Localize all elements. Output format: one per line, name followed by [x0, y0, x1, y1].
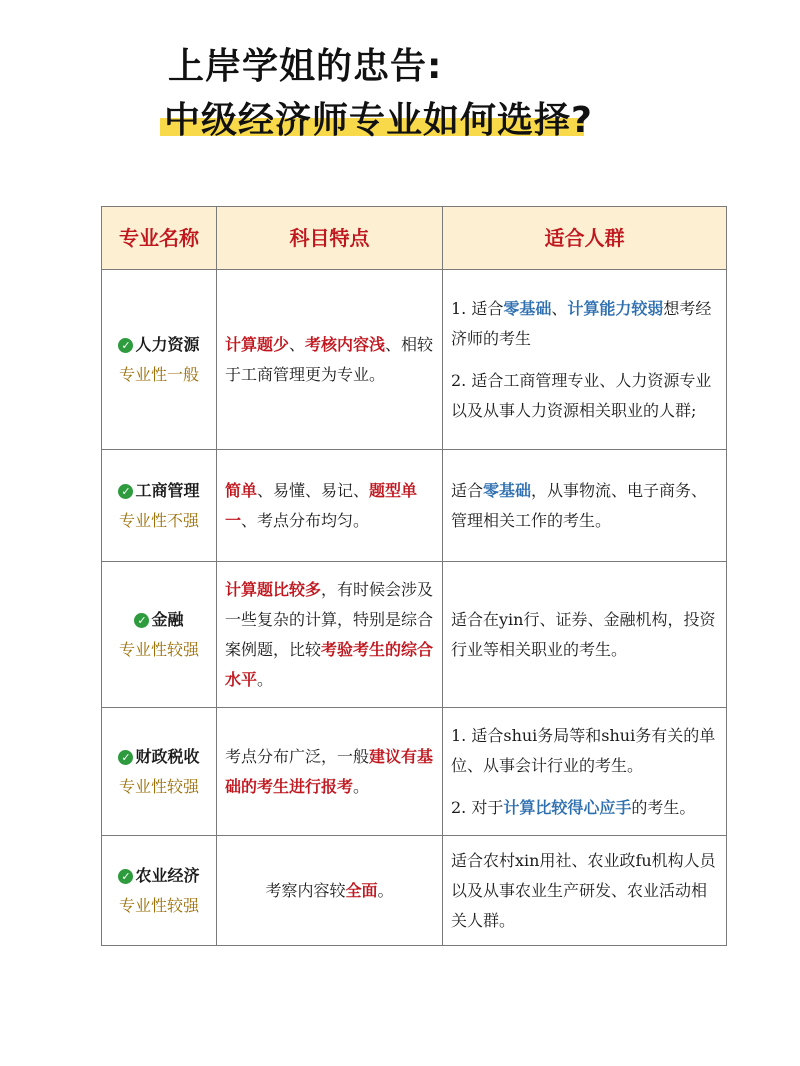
table-header-row [102, 207, 727, 270]
major-cell [102, 270, 217, 450]
check-icon: ✓ [118, 338, 133, 353]
major-name: 财政税收 [135, 746, 200, 766]
check-icon: ✓ [118, 750, 133, 765]
major-comparison-table [101, 206, 727, 946]
header-suitable-people: 适合人群 [443, 207, 727, 270]
major-specialty-level: 专业性不强 [118, 510, 199, 530]
major-name: 金融 [151, 609, 184, 629]
people-cell: 1. 适合零基础、计算能力较弱想考经济师的考生 2. 适合工商管理专业、人力资源专业以及从事人力资源相关职业的人群; [443, 270, 727, 450]
table-row [102, 836, 727, 946]
major-cell [102, 562, 217, 708]
major-cell [102, 836, 217, 946]
table-row [102, 708, 727, 836]
major-name: 人力资源 [135, 334, 200, 354]
major-specialty-level: 专业性较强 [118, 776, 199, 796]
people-cell: 1. 适合shui务局等和shui务有关的单位、从事会计行业的考生。 2. 对于计算比较得心应手的考生。 [443, 708, 727, 836]
major-cell [102, 450, 217, 562]
header-subject-features: 科目特点 [217, 207, 443, 270]
people-cell: 适合农村xin用社、农业政fu机构人员以及从事农业生产研发、农业活动相关人群。 [443, 836, 727, 946]
major-specialty-level: 专业性一般 [118, 364, 199, 384]
people-cell: 适合零基础，从事物流、电子商务、管理相关工作的考生。 [443, 450, 727, 562]
check-icon: ✓ [134, 613, 149, 628]
feature-cell: 考察内容较全面。 [217, 836, 443, 946]
table-row [102, 450, 727, 562]
major-name: 农业经济 [135, 865, 200, 885]
check-icon: ✓ [118, 484, 133, 499]
people-cell: 适合在yin行、证券、金融机构，投资行业等相关职业的考生。 [443, 562, 727, 708]
check-icon: ✓ [118, 869, 133, 884]
feature-cell: 考点分布广泛，一般建议有基础的考生进行报考。 [217, 708, 443, 836]
table-row [102, 562, 727, 708]
page-title: 上岸学姐的忠告: [168, 46, 443, 87]
table-row [102, 270, 727, 450]
header-major-name: 专业名称 [102, 207, 217, 270]
feature-cell: 计算题比较多，有时候会涉及一些复杂的计算，特别是综合案例题，比较考验考生的综合水平。 [217, 562, 443, 708]
major-name: 工商管理 [135, 480, 200, 500]
feature-cell: 计算题少、考核内容浅、相较于工商管理更为专业。 [217, 270, 443, 450]
page-subtitle: 中级经济师专业如何选择? [164, 100, 593, 141]
feature-cell: 简单、易懂、易记、题型单一、考点分布均匀。 [217, 450, 443, 562]
major-cell [102, 708, 217, 836]
major-specialty-level: 专业性较强 [118, 895, 199, 915]
major-specialty-level: 专业性较强 [118, 639, 199, 659]
